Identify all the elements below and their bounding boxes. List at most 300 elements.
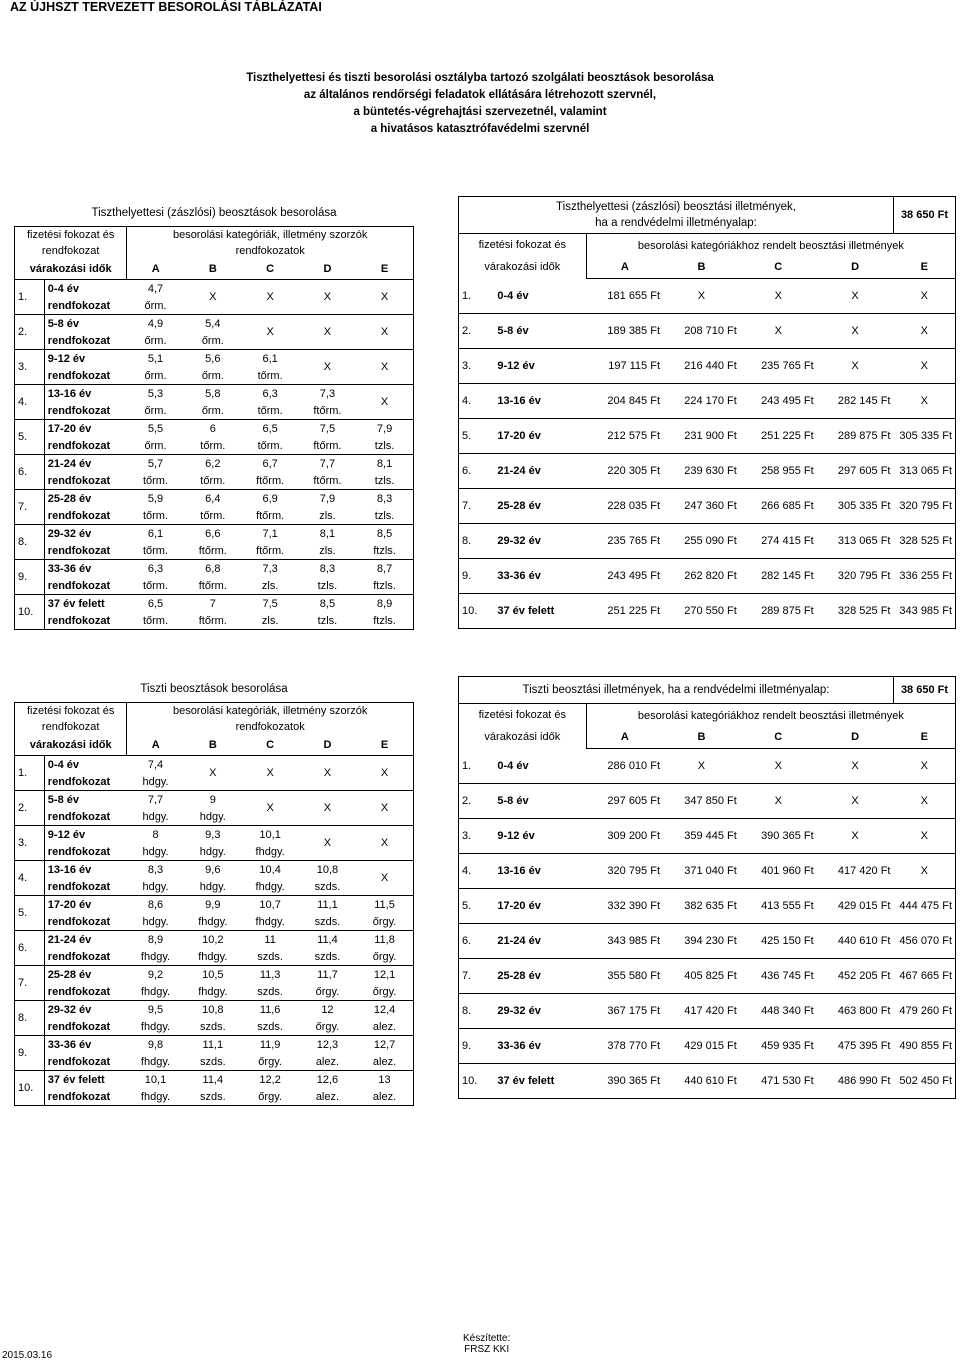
waiting-years: 33-36 év bbox=[44, 1036, 127, 1054]
multiplier-cell: 9 bbox=[209, 793, 216, 806]
not-applicable-cell: X bbox=[184, 280, 241, 315]
table-row bbox=[15, 896, 414, 914]
salary-cell: 359 445 Ft bbox=[663, 818, 740, 853]
category-e: E bbox=[356, 735, 413, 756]
rank-cell: tzls. bbox=[356, 507, 413, 525]
multiplier-cell: 11,8 bbox=[356, 931, 413, 949]
subtitle-line: az általános rendőrségi feladatok ellátására létrehozott szervnél, bbox=[303, 89, 657, 101]
rank-label: rendfokozat bbox=[44, 367, 127, 385]
salary-cell: 282 145 Ft bbox=[740, 558, 817, 593]
salary-cell: 355 580 Ft bbox=[586, 958, 663, 993]
not-applicable-cell: X bbox=[740, 313, 817, 348]
waiting-years: 17-20 év bbox=[494, 418, 586, 453]
category-b: B bbox=[663, 726, 740, 749]
multiplier-cell: 9,6 bbox=[205, 863, 221, 876]
multiplier-cell: 8,3 bbox=[147, 863, 164, 876]
rank-cell: őrgy. bbox=[241, 1088, 298, 1106]
multiplier-cell: 12,1 bbox=[356, 966, 413, 984]
table-row bbox=[15, 1018, 414, 1036]
multiplier-cell: 7,4 bbox=[147, 758, 164, 771]
salary-cell: 417 420 Ft bbox=[817, 853, 894, 888]
base-amount: 38 650 Ft bbox=[893, 197, 955, 234]
salary-cell: 243 495 Ft bbox=[740, 383, 817, 418]
multiplier-cell: 7,5 bbox=[262, 597, 278, 610]
rank-label: rendfokozat bbox=[44, 843, 127, 861]
rank-cell: hdgy. bbox=[127, 773, 184, 791]
waiting-years: 25-28 év bbox=[44, 490, 127, 508]
salary-cell: 235 765 Ft bbox=[740, 348, 817, 383]
table-row bbox=[459, 593, 956, 628]
category-e: E bbox=[356, 259, 413, 280]
rank-cell: szds. bbox=[241, 948, 298, 966]
made-by-label: Készítette: bbox=[463, 1333, 511, 1344]
table-row bbox=[15, 595, 414, 613]
salary-cell: 228 035 Ft bbox=[586, 488, 663, 523]
grade-number: 4. bbox=[459, 383, 495, 418]
category-c: C bbox=[740, 256, 817, 279]
page-title: AZ ÚJHSZT TERVEZETT BESOROLÁSI TÁBLÁZATAI bbox=[10, 0, 322, 14]
salary-cell: 382 635 Ft bbox=[663, 888, 740, 923]
grade-number: 6. bbox=[15, 455, 45, 490]
not-applicable-cell: X bbox=[893, 783, 955, 818]
multiplier-cell: 7,1 bbox=[262, 527, 278, 540]
salary-cell: 459 935 Ft bbox=[740, 1028, 817, 1063]
salary-cell: 258 955 Ft bbox=[740, 453, 817, 488]
category-c: C bbox=[740, 726, 817, 749]
salary-cell: 204 845 Ft bbox=[586, 383, 663, 418]
table-row bbox=[459, 818, 956, 853]
base-amount: 38 650 Ft bbox=[893, 677, 955, 704]
not-applicable-cell: X bbox=[893, 749, 955, 784]
table-row bbox=[459, 1063, 956, 1098]
grade-number: 6. bbox=[15, 931, 45, 966]
table-row bbox=[459, 558, 956, 593]
salary-cell: 313 065 Ft bbox=[893, 453, 955, 488]
multiplier-cell: 6,3 bbox=[262, 387, 278, 400]
multiplier-cell: 11,4 bbox=[202, 1073, 224, 1086]
salary-cell: 313 065 Ft bbox=[817, 523, 894, 558]
not-applicable-cell: X bbox=[356, 350, 413, 385]
header-szorzok: besorolási kategóriák, illetmény szorzók bbox=[127, 703, 414, 720]
multiplier-cell: 7,5 bbox=[319, 422, 336, 435]
grade-number: 8. bbox=[459, 993, 495, 1028]
multiplier-cell: 9,8 bbox=[147, 1038, 164, 1051]
title-line: Tiszthelyettesi (zászlósi) beosztási illetmények, bbox=[556, 201, 796, 213]
multiplier-cell: 11,6 bbox=[259, 1003, 281, 1016]
table-row bbox=[15, 420, 414, 438]
multiplier-cell: 12,3 bbox=[316, 1038, 339, 1051]
rank-cell: fhdgy. bbox=[127, 1018, 184, 1036]
rank-cell: fhdgy. bbox=[127, 948, 184, 966]
not-applicable-cell: X bbox=[740, 749, 817, 784]
table-row bbox=[15, 402, 414, 420]
multiplier-cell: 10,8 bbox=[202, 1003, 224, 1016]
table-row bbox=[459, 453, 956, 488]
rank-cell: ftzls. bbox=[356, 542, 413, 560]
waiting-years: 33-36 év bbox=[494, 1028, 586, 1063]
multiplier-cell: 5,4 bbox=[205, 317, 221, 330]
salary-cell: 262 820 Ft bbox=[663, 558, 740, 593]
grade-number: 10. bbox=[459, 1063, 495, 1098]
footer-date: 2015.03.16 bbox=[2, 1350, 53, 1361]
rank-cell: őrm. bbox=[127, 437, 184, 455]
rank-cell: ftőrm. bbox=[184, 577, 241, 595]
waiting-years: 25-28 év bbox=[44, 966, 127, 984]
table-row bbox=[15, 612, 414, 630]
salary-cell: 297 605 Ft bbox=[586, 783, 663, 818]
table-row bbox=[15, 966, 414, 984]
made-by-name: FRSZ KKI bbox=[464, 1344, 510, 1355]
not-applicable-cell: X bbox=[241, 280, 298, 315]
page-subtitle bbox=[0, 70, 960, 138]
multiplier-cell: 6,5 bbox=[262, 422, 278, 435]
category-a: A bbox=[127, 735, 184, 756]
rank-label: rendfokozat bbox=[44, 472, 127, 490]
not-applicable-cell: X bbox=[241, 791, 298, 826]
grade-number: 4. bbox=[15, 385, 45, 420]
table-row bbox=[15, 756, 414, 774]
table-row bbox=[15, 385, 414, 403]
rank-cell: tzls. bbox=[299, 577, 356, 595]
waiting-years: 37 év felett bbox=[494, 593, 586, 628]
grade-number: 7. bbox=[459, 488, 495, 523]
not-applicable-cell: X bbox=[817, 818, 894, 853]
table-row bbox=[459, 853, 956, 888]
not-applicable-cell: X bbox=[817, 749, 894, 784]
multiplier-cell: 9,2 bbox=[147, 968, 164, 981]
salary-cell: 347 850 Ft bbox=[663, 783, 740, 818]
rank-cell: tőrm. bbox=[241, 437, 298, 455]
not-applicable-cell: X bbox=[893, 348, 955, 383]
waiting-years: 29-32 év bbox=[494, 523, 586, 558]
not-applicable-cell: X bbox=[184, 756, 241, 791]
waiting-years: 37 év felett bbox=[44, 595, 127, 613]
rank-cell: tőrm. bbox=[127, 472, 184, 490]
rank-cell: tőrm. bbox=[241, 402, 298, 420]
rank-cell: ftőrm. bbox=[184, 612, 241, 630]
rank-label: rendfokozat bbox=[44, 948, 127, 966]
rank-label: rendfokozat bbox=[44, 1018, 127, 1036]
salary-cell: 297 605 Ft bbox=[817, 453, 894, 488]
table-row bbox=[15, 1053, 414, 1071]
salary-grid bbox=[458, 196, 956, 629]
not-applicable-cell: X bbox=[299, 791, 356, 826]
table-row bbox=[459, 523, 956, 558]
classification-grid bbox=[14, 676, 414, 1106]
multiplier-cell: 9,3 bbox=[205, 828, 221, 841]
multiplier-cell: 11,7 bbox=[317, 968, 338, 981]
category-a: A bbox=[586, 726, 663, 749]
multiplier-cell: 8,3 bbox=[319, 562, 336, 575]
rank-cell: alez. bbox=[356, 1053, 413, 1071]
table-row bbox=[15, 948, 414, 966]
table-row bbox=[15, 861, 414, 879]
rank-label: rendfokozat bbox=[44, 878, 127, 896]
waiting-years: 17-20 év bbox=[44, 896, 127, 914]
salary-cell: 328 525 Ft bbox=[817, 593, 894, 628]
multiplier-cell: 10,1 bbox=[144, 1073, 167, 1086]
grade-number: 10. bbox=[15, 1071, 45, 1106]
table-row bbox=[459, 783, 956, 818]
header-rendfokozatok: rendfokozatok bbox=[127, 719, 414, 735]
table-row bbox=[459, 958, 956, 993]
grade-number: 2. bbox=[15, 315, 45, 350]
rank-cell: tőrm. bbox=[184, 437, 241, 455]
waiting-years: 9-12 év bbox=[44, 350, 127, 368]
multiplier-cell: 5,5 bbox=[147, 422, 164, 435]
salary-cell: 255 090 Ft bbox=[663, 523, 740, 558]
multiplier-cell: 12,2 bbox=[259, 1073, 281, 1086]
multiplier-cell: 6,4 bbox=[205, 492, 221, 505]
multiplier-cell: 11,4 bbox=[317, 933, 338, 946]
category-b: B bbox=[663, 256, 740, 279]
rank-cell: őrgy. bbox=[241, 1053, 298, 1071]
rank-cell: fhdgy. bbox=[184, 948, 241, 966]
waiting-years: 21-24 év bbox=[494, 453, 586, 488]
rank-label: rendfokozat bbox=[44, 612, 127, 630]
multiplier-cell: 7,3 bbox=[319, 387, 336, 400]
salary-cell: 247 360 Ft bbox=[663, 488, 740, 523]
salary-cell: 367 175 Ft bbox=[586, 993, 663, 1028]
rank-label: rendfokozat bbox=[44, 1053, 127, 1071]
rank-label: rendfokozat bbox=[44, 402, 127, 420]
not-applicable-cell: X bbox=[356, 756, 413, 791]
table-row bbox=[15, 913, 414, 931]
rank-cell: ftőrm. bbox=[299, 472, 356, 490]
salary-cell: 444 475 Ft bbox=[893, 888, 955, 923]
header-beosztasi: besorolási kategóriákhoz rendelt beosztási illetmények bbox=[586, 704, 955, 727]
grade-number: 1. bbox=[15, 280, 45, 315]
multiplier-cell: 9,9 bbox=[205, 898, 221, 911]
rank-cell: szds. bbox=[184, 1053, 241, 1071]
grade-number: 3. bbox=[15, 350, 45, 385]
salary-section-title bbox=[459, 197, 894, 234]
table-row bbox=[15, 1088, 414, 1106]
multiplier-cell: 5,8 bbox=[205, 387, 221, 400]
rank-label: rendfokozat bbox=[44, 542, 127, 560]
multiplier-cell: 4,7 bbox=[147, 282, 164, 295]
not-applicable-cell: X bbox=[893, 313, 955, 348]
rank-cell: fhdgy. bbox=[184, 983, 241, 1001]
rank-cell: szds. bbox=[184, 1088, 241, 1106]
multiplier-cell: 7,7 bbox=[319, 457, 336, 470]
rank-cell: ftőrm. bbox=[299, 402, 356, 420]
grade-number: 4. bbox=[459, 853, 495, 888]
multiplier-cell: 11,5 bbox=[356, 896, 413, 914]
table-row bbox=[15, 525, 414, 543]
not-applicable-cell: X bbox=[356, 861, 413, 896]
not-applicable-cell: X bbox=[356, 280, 413, 315]
multiplier-cell: 12,4 bbox=[356, 1001, 413, 1019]
multiplier-cell: 8,9 bbox=[147, 933, 164, 946]
rank-cell: őrm. bbox=[184, 402, 241, 420]
waiting-years: 33-36 év bbox=[44, 560, 127, 578]
salary-cell: 332 390 Ft bbox=[586, 888, 663, 923]
rank-cell: őrgy. bbox=[299, 983, 356, 1001]
salary-cell: 320 795 Ft bbox=[893, 488, 955, 523]
rank-cell: hdgy. bbox=[127, 843, 184, 861]
table-row bbox=[459, 888, 956, 923]
grade-number: 5. bbox=[459, 888, 495, 923]
rank-cell: alez. bbox=[356, 1088, 413, 1106]
table-row bbox=[459, 749, 956, 784]
waiting-years: 0-4 év bbox=[44, 756, 127, 774]
rank-cell: ftzls. bbox=[356, 612, 413, 630]
grade-number: 9. bbox=[15, 1036, 45, 1071]
table-row bbox=[459, 1028, 956, 1063]
salary-cell: 343 985 Ft bbox=[893, 593, 955, 628]
salary-cell: 189 385 Ft bbox=[586, 313, 663, 348]
multiplier-cell: 6,6 bbox=[205, 527, 221, 540]
header-varakozasi: várakozási idők bbox=[459, 726, 587, 749]
grade-number: 6. bbox=[459, 923, 495, 958]
waiting-years: 0-4 év bbox=[494, 279, 586, 314]
table-row bbox=[15, 1036, 414, 1054]
grade-number: 1. bbox=[459, 749, 495, 784]
header-rendfokozat: rendfokozat bbox=[15, 243, 127, 259]
salary-grid bbox=[458, 676, 956, 1099]
salary-cell: 475 395 Ft bbox=[817, 1028, 894, 1063]
salary-cell: 471 530 Ft bbox=[740, 1063, 817, 1098]
grade-number: 8. bbox=[15, 1001, 45, 1036]
waiting-years: 13-16 év bbox=[494, 853, 586, 888]
grade-number: 3. bbox=[15, 826, 45, 861]
salary-cell: 309 200 Ft bbox=[586, 818, 663, 853]
salary-cell: 467 665 Ft bbox=[893, 958, 955, 993]
rank-label: rendfokozat bbox=[44, 297, 127, 315]
multiplier-cell: 6,2 bbox=[205, 457, 221, 470]
table-row bbox=[15, 507, 414, 525]
not-applicable-cell: X bbox=[893, 818, 955, 853]
rank-cell: fhdgy. bbox=[241, 913, 298, 931]
table-row bbox=[15, 315, 414, 333]
rank-cell: fhdgy. bbox=[241, 843, 298, 861]
grade-number: 7. bbox=[15, 490, 45, 525]
multiplier-cell: 9,5 bbox=[147, 1003, 164, 1016]
grade-number: 5. bbox=[15, 420, 45, 455]
waiting-years: 37 év felett bbox=[494, 1063, 586, 1098]
multiplier-cell: 5,7 bbox=[147, 457, 164, 470]
multiplier-cell: 8 bbox=[152, 828, 159, 841]
rank-cell: tzls. bbox=[299, 612, 356, 630]
rank-cell: szds. bbox=[299, 913, 356, 931]
rank-label: rendfokozat bbox=[44, 1088, 127, 1106]
salary-cell: 425 150 Ft bbox=[740, 923, 817, 958]
rank-cell: őrgy. bbox=[299, 1018, 356, 1036]
salary-cell: 220 305 Ft bbox=[586, 453, 663, 488]
not-applicable-cell: X bbox=[893, 853, 955, 888]
table-row bbox=[15, 560, 414, 578]
salary-cell: 197 115 Ft bbox=[586, 348, 663, 383]
rank-cell: fhdgy. bbox=[127, 983, 184, 1001]
waiting-years: 29-32 év bbox=[44, 525, 127, 543]
not-applicable-cell: X bbox=[299, 756, 356, 791]
rank-cell: alez. bbox=[299, 1088, 356, 1106]
grade-number: 2. bbox=[459, 313, 495, 348]
salary-cell: 320 795 Ft bbox=[586, 853, 663, 888]
waiting-years: 5-8 év bbox=[494, 783, 586, 818]
table-row bbox=[15, 931, 414, 949]
multiplier-cell: 8,1 bbox=[319, 527, 336, 540]
rank-cell: fhdgy. bbox=[241, 878, 298, 896]
rank-cell: alez. bbox=[299, 1053, 356, 1071]
multiplier-cell: 6,7 bbox=[262, 457, 278, 470]
salary-cell: 440 610 Ft bbox=[663, 1063, 740, 1098]
rank-cell: tzls. bbox=[356, 472, 413, 490]
rank-cell: őrgy. bbox=[356, 983, 413, 1001]
rank-cell: tőrm. bbox=[127, 577, 184, 595]
subtitle-line: a hivatásos katasztrófavédelmi szervnél bbox=[370, 123, 590, 135]
grade-number: 8. bbox=[15, 525, 45, 560]
rank-cell: szds. bbox=[184, 1018, 241, 1036]
not-applicable-cell: X bbox=[241, 756, 298, 791]
multiplier-cell: 8,9 bbox=[356, 595, 413, 613]
table-row bbox=[459, 348, 956, 383]
multiplier-cell: 5,9 bbox=[147, 492, 164, 505]
salary-cell: 289 875 Ft bbox=[817, 418, 894, 453]
subtitle-line: Tiszthelyettesi és tiszti besorolási osztályba tartozó szolgálati beosztások besorolása bbox=[246, 72, 714, 84]
salary-cell: 251 225 Ft bbox=[586, 593, 663, 628]
grade-number: 1. bbox=[459, 279, 495, 314]
multiplier-cell: 11,9 bbox=[259, 1038, 281, 1051]
multiplier-cell: 6,1 bbox=[147, 527, 164, 540]
rank-cell: szds. bbox=[299, 948, 356, 966]
rank-cell: őrm. bbox=[127, 297, 184, 315]
waiting-years: 21-24 év bbox=[494, 923, 586, 958]
not-applicable-cell: X bbox=[299, 350, 356, 385]
rank-cell: őrm. bbox=[127, 367, 184, 385]
rank-cell: tőrm. bbox=[184, 472, 241, 490]
salary-cell: 243 495 Ft bbox=[586, 558, 663, 593]
rank-cell: tzls. bbox=[356, 437, 413, 455]
salary-cell: 429 015 Ft bbox=[817, 888, 894, 923]
header-fizetesi: fizetési fokozat és bbox=[15, 703, 127, 720]
grade-number: 9. bbox=[459, 558, 495, 593]
salary-cell: 289 875 Ft bbox=[740, 593, 817, 628]
waiting-years: 9-12 év bbox=[44, 826, 127, 844]
not-applicable-cell: X bbox=[893, 383, 955, 418]
salary-cell: 394 230 Ft bbox=[663, 923, 740, 958]
multiplier-cell: 11 bbox=[264, 933, 276, 946]
rank-cell: ftőrm. bbox=[241, 472, 298, 490]
salary-cell: 216 440 Ft bbox=[663, 348, 740, 383]
grade-number: 9. bbox=[459, 1028, 495, 1063]
rank-cell: őrm. bbox=[127, 402, 184, 420]
multiplier-cell: 5,6 bbox=[205, 352, 221, 365]
salary-cell: 224 170 Ft bbox=[663, 383, 740, 418]
rank-cell: ftzls. bbox=[356, 577, 413, 595]
multiplier-cell: 6,9 bbox=[262, 492, 278, 505]
salary-cell: 417 420 Ft bbox=[663, 993, 740, 1028]
multiplier-cell: 8,7 bbox=[356, 560, 413, 578]
not-applicable-cell: X bbox=[356, 385, 413, 420]
salary-cell: 320 795 Ft bbox=[817, 558, 894, 593]
grade-number: 4. bbox=[15, 861, 45, 896]
grade-number: 3. bbox=[459, 348, 495, 383]
rank-cell: zls. bbox=[241, 577, 298, 595]
grade-number: 5. bbox=[15, 896, 45, 931]
rank-label: rendfokozat bbox=[44, 437, 127, 455]
salary-cell: 371 040 Ft bbox=[663, 853, 740, 888]
rank-cell: hdgy. bbox=[127, 878, 184, 896]
multiplier-cell: 4,9 bbox=[147, 317, 164, 330]
multiplier-cell: 8,5 bbox=[356, 525, 413, 543]
multiplier-cell: 6,3 bbox=[147, 562, 164, 575]
salary-cell: 448 340 Ft bbox=[740, 993, 817, 1028]
waiting-years: 0-4 év bbox=[494, 749, 586, 784]
rank-cell: tőrm. bbox=[184, 507, 241, 525]
salary-cell: 286 010 Ft bbox=[586, 749, 663, 784]
